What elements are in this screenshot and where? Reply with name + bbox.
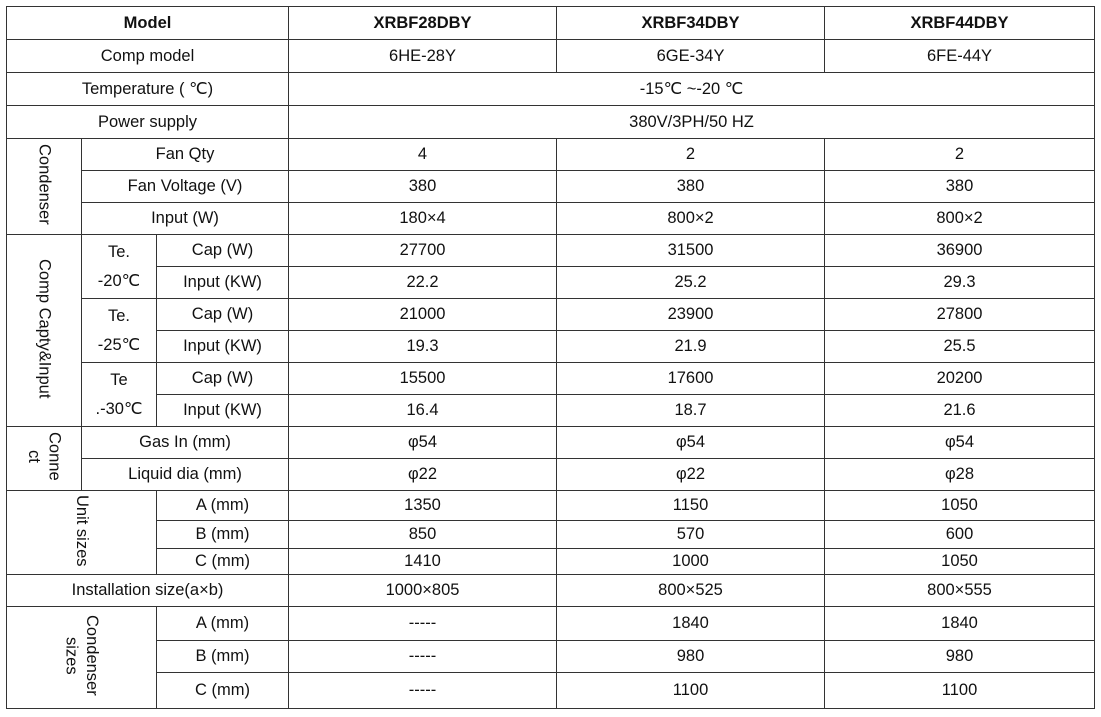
unit-a-label: A (mm) (157, 491, 289, 521)
installation-3: 800×555 (825, 575, 1095, 607)
comp-model-row (7, 40, 1095, 73)
installation-1: 1000×805 (289, 575, 557, 607)
fan-voltage-2: 380 (557, 171, 825, 203)
te25-label-line1: Te. (107, 307, 130, 326)
gas-in-label: Gas In (mm) (82, 427, 289, 459)
connect-group-label (23, 432, 64, 481)
te25-cap-2: 23900 (557, 299, 825, 331)
installation-2: 800×525 (557, 575, 825, 607)
unit-b-2: 570 (557, 521, 825, 549)
fan-voltage-3: 380 (825, 171, 1095, 203)
te25-label-line2: -25℃ (97, 335, 141, 354)
te20-cap-3: 36900 (825, 235, 1095, 267)
gas-in-row (7, 427, 1095, 459)
installation-label: Installation size(a×b) (7, 575, 289, 607)
cond-b-3: 980 (825, 641, 1095, 673)
cond-a-2: 1840 (557, 607, 825, 641)
unit-b-3: 600 (825, 521, 1095, 549)
unit-c-2: 1000 (557, 549, 825, 575)
fan-qty-1: 4 (289, 139, 557, 171)
unit-c-row (7, 549, 1095, 575)
te30-input-2: 18.7 (557, 395, 825, 427)
unit-a-1: 1350 (289, 491, 557, 521)
comp-model-2: 6GE-34Y (557, 40, 825, 73)
fan-qty-3: 2 (825, 139, 1095, 171)
power-supply-value: 380V/3PH/50 HZ (289, 106, 1095, 139)
unit-a-row (7, 491, 1095, 521)
te25-input-1: 19.3 (289, 331, 557, 363)
te20-label-line2: -20℃ (97, 271, 141, 290)
te30-cap-label: Cap (W) (157, 363, 289, 395)
te30-label (82, 363, 157, 427)
cond-b-1: ----- (289, 641, 557, 673)
te25-input-row (7, 331, 1095, 363)
te20-input-label: Input (KW) (157, 267, 289, 299)
temperature-row (7, 73, 1095, 106)
condenser-sizes-group-label (61, 615, 102, 696)
te20-input-1: 22.2 (289, 267, 557, 299)
fan-voltage-row (7, 171, 1095, 203)
te20-cap-row (7, 235, 1095, 267)
power-supply-label: Power supply (7, 106, 289, 139)
cond-c-1: ----- (289, 673, 557, 709)
model-3: XRBF44DBY (825, 7, 1095, 40)
condenser-group-label: Condenser (35, 144, 54, 225)
temperature-value: -15℃ ~-20 ℃ (289, 73, 1095, 106)
connect-label-line2: ct (25, 450, 43, 463)
te20-cap-1: 27700 (289, 235, 557, 267)
cond-c-3: 1100 (825, 673, 1095, 709)
comp-model-3: 6FE-44Y (825, 40, 1095, 73)
cond-a-row (7, 607, 1095, 641)
te25-label (82, 299, 157, 363)
te20-input-2: 25.2 (557, 267, 825, 299)
te30-label-line1: Te (110, 371, 128, 390)
unit-b-label: B (mm) (157, 521, 289, 549)
te25-cap-3: 27800 (825, 299, 1095, 331)
te30-cap-1: 15500 (289, 363, 557, 395)
fan-input-2: 800×2 (557, 203, 825, 235)
unit-a-3: 1050 (825, 491, 1095, 521)
unit-sizes-group (7, 491, 157, 575)
installation-row (7, 575, 1095, 607)
temperature-label: Temperature ( ℃) (7, 73, 289, 106)
fan-qty-row (7, 139, 1095, 171)
comp-capty-group-label: Comp Capty&Input (35, 258, 54, 399)
te25-cap-label: Cap (W) (157, 299, 289, 331)
te30-input-1: 16.4 (289, 395, 557, 427)
condenser-sizes-line2: sizes (62, 636, 81, 675)
fan-input-3: 800×2 (825, 203, 1095, 235)
unit-a-2: 1150 (557, 491, 825, 521)
te25-cap-1: 21000 (289, 299, 557, 331)
te30-label-line2: .-30℃ (95, 399, 143, 418)
te20-input-3: 29.3 (825, 267, 1095, 299)
fan-input-label: Input (W) (82, 203, 289, 235)
comp-capty-group (7, 235, 82, 427)
unit-b-row (7, 521, 1095, 549)
te20-input-row (7, 267, 1095, 299)
fan-qty-label: Fan Qty (82, 139, 289, 171)
header-row (7, 7, 1095, 40)
te30-input-3: 21.6 (825, 395, 1095, 427)
fan-input-row (7, 203, 1095, 235)
te25-input-3: 25.5 (825, 331, 1095, 363)
te25-input-label: Input (KW) (157, 331, 289, 363)
cond-b-2: 980 (557, 641, 825, 673)
power-supply-row (7, 106, 1095, 139)
te30-cap-2: 17600 (557, 363, 825, 395)
unit-sizes-group-label: Unit sizes (72, 494, 91, 567)
cond-b-row (7, 641, 1095, 673)
te30-input-row (7, 395, 1095, 427)
gas-in-2: φ54 (557, 427, 825, 459)
condenser-sizes-line1: Condenser (83, 615, 102, 696)
liquid-dia-2: φ22 (557, 459, 825, 491)
te30-input-label: Input (KW) (157, 395, 289, 427)
comp-model-label: Comp model (7, 40, 289, 73)
cond-a-label: A (mm) (157, 607, 289, 641)
gas-in-1: φ54 (289, 427, 557, 459)
te25-cap-row (7, 299, 1095, 331)
te30-cap-row (7, 363, 1095, 395)
connect-group (7, 427, 82, 491)
liquid-dia-label: Liquid dia (mm) (82, 459, 289, 491)
spec-table (6, 6, 1095, 709)
fan-input-1: 180×4 (289, 203, 557, 235)
connect-label-line1: Conne (45, 432, 64, 481)
model-2: XRBF34DBY (557, 7, 825, 40)
comp-model-1: 6HE-28Y (289, 40, 557, 73)
condenser-sizes-group (7, 607, 157, 709)
cond-b-label: B (mm) (157, 641, 289, 673)
te20-label (82, 235, 157, 299)
gas-in-3: φ54 (825, 427, 1095, 459)
liquid-dia-1: φ22 (289, 459, 557, 491)
te30-cap-3: 20200 (825, 363, 1095, 395)
liquid-dia-3: φ28 (825, 459, 1095, 491)
condenser-group (7, 139, 82, 235)
fan-voltage-label: Fan Voltage (V) (82, 171, 289, 203)
liquid-dia-row (7, 459, 1095, 491)
te20-label-line1: Te. (107, 243, 130, 262)
cond-a-1: ----- (289, 607, 557, 641)
model-1: XRBF28DBY (289, 7, 557, 40)
unit-c-label: C (mm) (157, 549, 289, 575)
fan-voltage-1: 380 (289, 171, 557, 203)
unit-b-1: 850 (289, 521, 557, 549)
unit-c-1: 1410 (289, 549, 557, 575)
te20-cap-label: Cap (W) (157, 235, 289, 267)
cond-c-2: 1100 (557, 673, 825, 709)
cond-c-label: C (mm) (157, 673, 289, 709)
fan-qty-2: 2 (557, 139, 825, 171)
cond-a-3: 1840 (825, 607, 1095, 641)
te20-cap-2: 31500 (557, 235, 825, 267)
cond-c-row (7, 673, 1095, 709)
unit-c-3: 1050 (825, 549, 1095, 575)
model-label: Model (7, 7, 289, 40)
te25-input-2: 21.9 (557, 331, 825, 363)
